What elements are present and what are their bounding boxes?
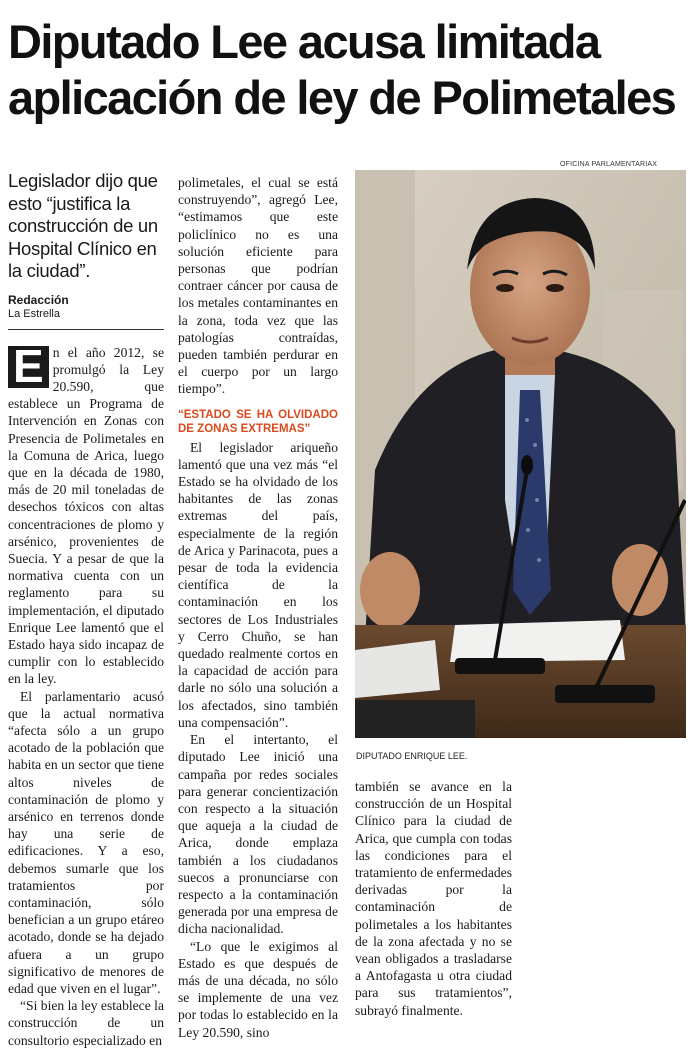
column-2: [178, 174, 338, 1041]
byline-divider: [8, 329, 164, 330]
column-3-text: [355, 778, 512, 1019]
paragraph: polimetales, el cual se está construyendo”, agregó Lee, “estimamos que este policlínico no es una solución eficiente para personas que podrían contraer cáncer por causa de los metales contaminantes en la zona, toda vez que las patologías contraídas, pueden también perdurar en el cuerpo por un largo tiempo”.: [178, 175, 338, 397]
drop-cap: E: [8, 346, 49, 388]
paragraph: El parlamentario acusó que la actual normativa “afecta sólo a un grupo acotado de la población que habita en un sector que tiene altos niveles de contaminación de plomo y arsénico en terrenos donde hay una serie de edificaciones. Y a eso, debemos sumarle que los tratamientos por contaminación, sólo benefician a un grupo etáreo acotado, donde se ha dejado afuera a un grupo significativo de menores de edad que viven en el lugar”.: [8, 688, 164, 997]
photo-credit: OFICINA PARLAMENTARIAX: [560, 161, 658, 168]
byline-org: La Estrella: [8, 307, 60, 320]
column-3: [355, 778, 512, 1019]
paragraph: El legislador ariqueño lamentó que una vez más “el Estado se ha olvidado de los habitantes de las zonas extremas del país, especialmente de la región de Arica y Parinacota, pues a pesar de toda la evidencia científica de la contaminación en los sectores de Los Industriales y Cerro Chuño, se han quedado realmente cortos en la capacidad de acción para darle no sólo una solución a los afectados, sino también una compensación”.: [178, 439, 338, 730]
paragraph: “Si bien la ley establece la construcción de un consultorio especializado en: [8, 998, 164, 1048]
photo-diputado: [355, 170, 686, 738]
paragraph: E n el año 2012, se promulgó la Ley 20.590, que establece un Programa de Intervención en Zonas con Presencia de Polimetales en la Comuna de Arica, luego que en la década de 1980, más de 20 mil toneladas de desechos tóxicos con altas concentraciones de plomo y arsénico, provenientes de Suecia. Y a pesar de que la normativa cuenta con un reglamento para su implementación, el diputado Enrique Lee lamentó que el Estado haya sido incapaz de cumplir con lo establecido en la ley.: [8, 339, 164, 687]
byline-name: Redacción: [8, 292, 69, 307]
portrait-illustration: [355, 170, 686, 738]
photo-caption: DIPUTADO ENRIQUE LEE.: [356, 751, 468, 761]
column-1-text: [8, 339, 164, 1049]
section-heading: “ESTADO SE HA OLVIDADO DE ZONAS EXTREMAS”: [178, 408, 338, 436]
paragraph: En el intertanto, el diputado Lee inició una campaña por redes sociales para generar concientización con respecto a la situación que aqueja a la ciudad de Arica, donde emplaza también a los ciudadanos suecos a pronunciarse con respecto a la contaminación generada por una empresa de dicha nacionalidad.: [178, 732, 338, 937]
column-1: [8, 170, 164, 1049]
column-2-text: [178, 174, 338, 1041]
headline: Diputado Lee acusa limitada aplicación de ley de Polimetales: [8, 15, 676, 124]
paragraph: “Lo que le exigimos al Estado es que después de más de una década, no sólo se implemente de una vez por todas lo establecido en la Ley 20.590, sino: [178, 938, 338, 1040]
paragraph: también se avance en la construcción de un Hospital Clínico para la ciudad de Arica, que cumpla con todas las condiciones para el tratamiento de enfermedades derivadas por la contaminación de polimetales a los habitantes de la zona afectada y no se vean obligados a trasladarse a Antofagasta u otra ciudad para sus tratamientos”, subrayó finalmente.: [355, 779, 513, 1018]
subhead: Legislador dijo que esto “justifica la construcción de un Hospital Clínico en la ciudad”.: [8, 170, 158, 281]
